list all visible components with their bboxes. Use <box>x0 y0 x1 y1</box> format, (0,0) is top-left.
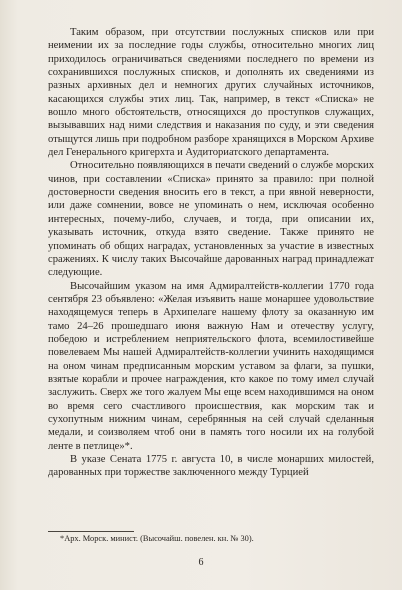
main-text <box>48 26 374 480</box>
page-number: 6 <box>198 557 204 568</box>
footnote-divider <box>48 531 134 532</box>
paragraph-3: Высочайшим указом на имя Адмиралтейств-коллегии 1770 года сентября 23 объявлено: «Желая изъявить наше монаршее удовольствие находящемуся теперь в Архипелаге нашему флоту за оказанную им тамо 24–26 прошедшаго июня важную Нам и отечеству услугу, победою и истреблением неприятельского флота, всемилостивейше повелеваем Мы нашей Адмиралтейств-коллегии учинить находящимся на оном чинам предписанным морским уставом за флаги, за пушки, взятые корабли и прочее награждения, кто какое по тому имел случай заслужить. Сверх же того жалуем Мы еще всем находившимся на оном во время сего счастливого происшествия, как морским так и сухопутным нижним чинам, серебрянныя на сей случай сделанныя медали, и соизволяем чтоб они в память того носили их на голубой ленте в петлице»*. <box>48 280 374 452</box>
paragraph-1: Таким образом, при отсутствии послужных списков или при неимении их за последние годы службы, относительно многих лиц приходилось ограничиваться сведениями последнего по времени из сохранившихся послужных списков, и дополнять их сведениями из разных архивных дел и немногих других случайных источников, касающихся службы этих лиц. Так, например, в текст «Списка» не вошло много обстоятельств, относящихся до проступков служащих, вызывавших над ними следствия и наказания по суду, и эти сведения отыщутся лишь при подробном разборе хранящихся в Морском Архиве дел Генерального кригерхта и Аудиториатского департамента. <box>48 27 374 159</box>
paragraph-4: В указе Сената 1775 г. августа 10, в числе монарших милостей, дарованных при торжестве заключенного между Турцией <box>48 454 374 479</box>
paragraph-2: Относительно появляющихся в печати сведений о службе морских чинов, при составлении «Списка» принято за правило: при полной достоверности сведения вносить его в текст, а при явной неверности, или даже сомнении, вовсе не упоминать о нем, исключая особенно интересных, почему-либо, случаев, и тогда, при описании их, указывать источник, откуда взято сведение. Также принято не упоминать об общих наградах, установленных за участие в известных сражениях. К числу таких Высочайше дарованных наград принадлежат следующие. <box>48 160 374 279</box>
footnote: *Арх. Морск. минист. (Высочайш. повелен. кн. № 30). <box>60 534 254 543</box>
